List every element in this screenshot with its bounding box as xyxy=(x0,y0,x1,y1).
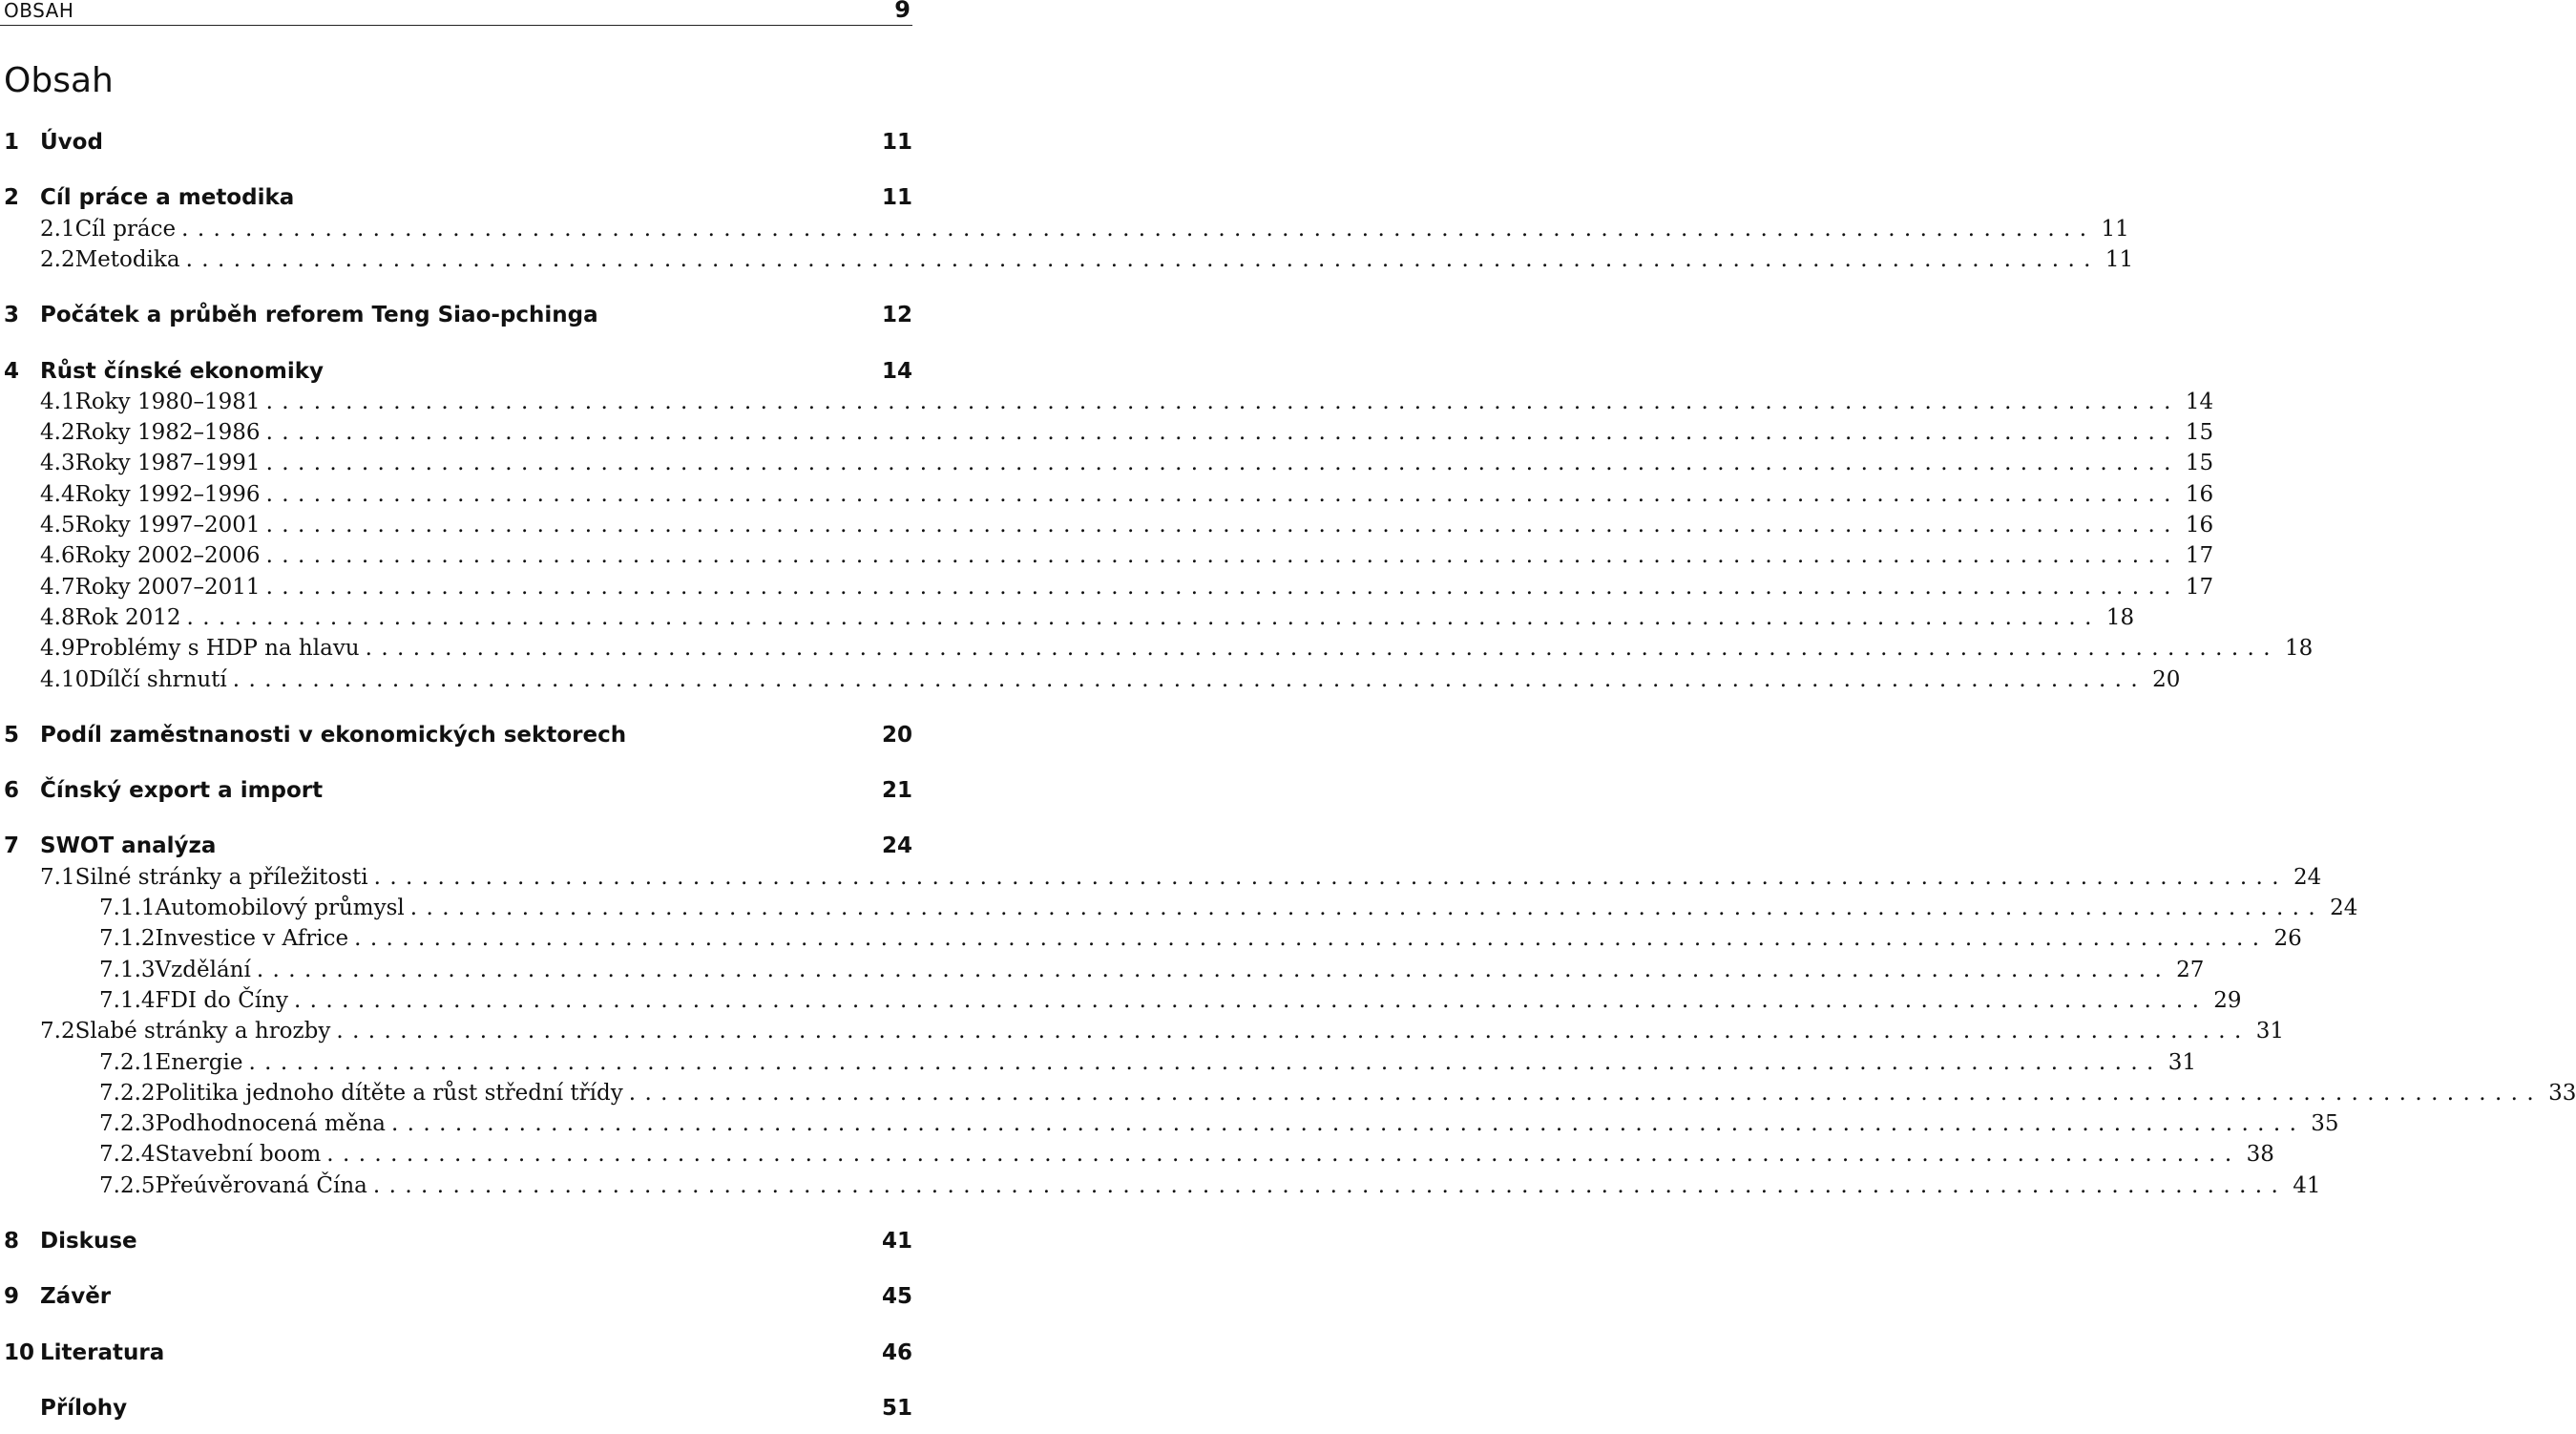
toc-entry-number: 4.2 xyxy=(40,420,75,446)
toc-entry-page: 31 xyxy=(2255,1019,2284,1044)
toc-dot-leader: ........................................................................................................................ xyxy=(354,926,2269,952)
toc-entry-number: 10 xyxy=(4,1339,35,1365)
toc-entry-label: Literatura xyxy=(40,1339,165,1365)
toc-entry-page: 35 xyxy=(2311,1111,2339,1137)
toc-entry-page: 24 xyxy=(2293,864,2322,890)
toc-entry-subsection[interactable] xyxy=(0,926,2302,955)
toc-entry-page: 11 xyxy=(881,130,912,155)
toc-entry-chapter[interactable] xyxy=(0,1284,912,1313)
toc-entry-label: Úvod xyxy=(40,130,103,155)
toc-entry-number: 1 xyxy=(4,130,20,155)
toc-entry-number: 7.2.2 xyxy=(99,1080,156,1106)
toc-entry-section[interactable] xyxy=(0,864,2322,894)
toc-dot-leader: ........................................................................................................................ xyxy=(248,1049,2163,1075)
toc-entry-section[interactable] xyxy=(0,574,2214,603)
toc-entry-label: Závěr xyxy=(40,1284,112,1310)
toc-title: Obsah xyxy=(4,61,114,100)
toc-entry-number: 2.2 xyxy=(40,246,75,272)
toc-dot-leader: ........................................................................................................................ xyxy=(326,1142,2241,1168)
toc-entry-label: Roky 1992–1996 xyxy=(74,481,261,507)
toc-entry-label: Podhodnocená měna xyxy=(155,1111,386,1137)
running-header xyxy=(0,0,912,26)
toc-entry-label: Cíl práce a metodika xyxy=(40,185,295,211)
toc-entry-chapter[interactable] xyxy=(0,723,912,751)
toc-entry-label: Diskuse xyxy=(40,1229,137,1254)
toc-entry-label: Silné stránky a příležitosti xyxy=(74,864,368,890)
toc-entry-page: 41 xyxy=(881,1229,912,1254)
toc-entry-page: 15 xyxy=(2185,420,2214,446)
toc-entry-chapter[interactable] xyxy=(0,1340,912,1369)
toc-entry-label: Vzdělání xyxy=(155,957,251,982)
toc-entry-label: Růst čínské ekonomiky xyxy=(40,358,325,384)
toc-entry-label: SWOT analýza xyxy=(40,833,217,859)
toc-entry-section[interactable] xyxy=(0,513,2214,541)
toc-entry-label: Roky 1997–2001 xyxy=(74,513,261,538)
toc-dot-leader: ........................................................................................................................ xyxy=(265,451,2180,476)
toc-entry-label: Cíl práce xyxy=(74,216,177,242)
toc-entry-chapter[interactable] xyxy=(0,130,912,158)
toc-entry-page: 24 xyxy=(881,833,912,859)
toc-dot-leader: ........................................................................................................................ xyxy=(186,604,2101,630)
toc-entry-section[interactable] xyxy=(0,451,2214,479)
toc-entry-label: Roky 1980–1981 xyxy=(74,389,261,414)
toc-entry-label: Roky 2007–2011 xyxy=(74,574,261,600)
toc-entry-subsection[interactable] xyxy=(0,957,2205,986)
toc-entry-label: Slabé stránky a hrozby xyxy=(74,1019,331,1044)
toc-entry-section[interactable] xyxy=(0,246,2134,276)
toc-entry-number: 2.1 xyxy=(40,216,75,242)
toc-dot-leader: ........................................................................................................................ xyxy=(265,420,2180,446)
toc-entry-subsection[interactable] xyxy=(0,896,2358,924)
toc-entry-number: 5 xyxy=(4,722,20,748)
toc-entry-label: Dílčí shrnutí xyxy=(89,666,227,692)
toc-entry-chapter[interactable] xyxy=(0,778,912,807)
toc-entry-label: Metodika xyxy=(74,246,180,272)
toc-entry-number: 4.9 xyxy=(40,636,75,662)
running-title: OBSAH xyxy=(4,0,74,22)
toc-entry-label: Automobilový průmysl xyxy=(155,896,405,920)
toc-entry-label: Přílohy xyxy=(40,1395,128,1421)
toc-entry-number: 7.2.1 xyxy=(99,1049,156,1075)
toc-dot-leader: ........................................................................................................................ xyxy=(390,1111,2306,1137)
toc-entry-page: 17 xyxy=(2185,543,2214,569)
toc-entry-page: 20 xyxy=(2152,666,2181,692)
toc-entry-page: 18 xyxy=(2105,604,2135,630)
toc-dot-leader: ........................................................................................................................ xyxy=(256,957,2171,982)
toc-entry-section[interactable] xyxy=(0,666,2181,696)
toc-entry-page: 16 xyxy=(2185,481,2214,507)
toc-entry-page: 14 xyxy=(2185,389,2214,414)
toc-entry-section[interactable] xyxy=(0,604,2135,634)
toc-entry-number: 4.3 xyxy=(40,451,75,476)
toc-entry-label: Roky 1982–1986 xyxy=(74,420,261,446)
toc-entry-page: 51 xyxy=(881,1395,912,1421)
toc-entry-number: 4.5 xyxy=(40,513,75,538)
toc-entry-label: Politika jednoho dítěte a růst střední třídy xyxy=(155,1080,623,1106)
toc-entry-number: 7.2 xyxy=(40,1019,75,1044)
toc-entry-label: Přeúvěrovaná Čína xyxy=(155,1172,367,1198)
toc-entry-label: Roky 1987–1991 xyxy=(74,451,261,476)
toc-dot-leader: ........................................................................................................................ xyxy=(181,216,2096,242)
toc-dot-leader: ........................................................................................................................ xyxy=(265,513,2180,538)
toc-entry-subsection[interactable] xyxy=(0,987,2242,1017)
toc-entry-label: Čínský export a import xyxy=(40,778,324,804)
toc-entry-label: Investice v Africe xyxy=(155,926,349,952)
toc-entry-number: 8 xyxy=(4,1229,20,1254)
toc-dot-leader: ........................................................................................................................ xyxy=(232,666,2147,692)
toc-entry-page: 11 xyxy=(2101,216,2129,242)
toc-entry-label: FDI do Číny xyxy=(155,987,288,1013)
toc-entry-subsection[interactable] xyxy=(0,1142,2274,1170)
toc-dot-leader: ........................................................................................................................ xyxy=(409,896,2325,920)
toc-entry-label: Rok 2012 xyxy=(74,604,181,630)
toc-entry-label: Stavební boom xyxy=(155,1142,322,1168)
toc-entry-number: 7.2.4 xyxy=(99,1142,156,1168)
toc-entry-number: 7.1 xyxy=(40,864,75,890)
toc-entry-number: 7.2.5 xyxy=(99,1172,156,1198)
toc-dot-leader: ........................................................................................................................ xyxy=(265,574,2180,600)
toc-entry-page: 24 xyxy=(2330,896,2358,920)
toc-entry-page: 46 xyxy=(881,1339,912,1365)
toc-entry-page: 18 xyxy=(2284,636,2314,662)
toc-entry-page: 12 xyxy=(881,303,912,328)
toc-entry-chapter[interactable] xyxy=(0,359,912,388)
toc-entry-number: 7.1.2 xyxy=(99,926,156,952)
toc-entry-number: 7.2.3 xyxy=(99,1111,156,1137)
toc-entry-chapter[interactable] xyxy=(0,1229,912,1257)
toc-entry-number: 7 xyxy=(4,833,20,859)
toc-entry-subsection[interactable] xyxy=(0,1111,2339,1140)
toc-entry-number: 4.6 xyxy=(40,543,75,569)
toc-entry-page: 17 xyxy=(2185,574,2214,600)
toc-entry-number: 4.7 xyxy=(40,574,75,600)
toc-entry-page: 11 xyxy=(881,185,912,211)
toc-entry-section[interactable] xyxy=(0,389,2214,418)
toc-entry-number: 4.4 xyxy=(40,481,75,507)
toc-entry-page: 31 xyxy=(2168,1049,2197,1075)
toc-entry-section[interactable] xyxy=(0,636,2314,664)
toc-dot-leader: ........................................................................................................................ xyxy=(336,1019,2251,1044)
toc-dot-leader: ........................................................................................................................ xyxy=(373,864,2288,890)
toc-entry-label: Podíl zaměstnanosti v ekonomických sektorech xyxy=(40,722,627,748)
toc-dot-leader: ........................................................................................................................ xyxy=(265,389,2180,414)
toc-entry-page: 16 xyxy=(2185,513,2214,538)
toc-entry-subsection[interactable] xyxy=(0,1049,2197,1079)
toc-entry-page: 33 xyxy=(2548,1080,2576,1106)
toc-entry-page: 21 xyxy=(881,778,912,804)
toc-dot-leader: ........................................................................................................................ xyxy=(372,1172,2288,1198)
toc-entry-label: Energie xyxy=(155,1049,243,1075)
toc-entry-page: 41 xyxy=(2293,1172,2321,1198)
toc-entry-page: 11 xyxy=(2105,246,2134,272)
toc-entry-number: 7.1.1 xyxy=(99,896,156,920)
toc-dot-leader: ........................................................................................................................ xyxy=(265,543,2180,569)
toc-entry-number: 6 xyxy=(4,778,20,804)
toc-entry-chapter[interactable] xyxy=(0,303,912,331)
toc-entry-page: 14 xyxy=(881,358,912,384)
toc-entry-label: Problémy s HDP na hlavu xyxy=(74,636,360,662)
toc-entry-page: 27 xyxy=(2176,957,2205,982)
toc-entry-chapter[interactable] xyxy=(0,185,912,214)
toc-entry-number: 4 xyxy=(4,358,20,384)
toc-entry-page: 15 xyxy=(2185,451,2214,476)
toc-dot-leader: ........................................................................................................................ xyxy=(293,987,2209,1013)
toc-entry-page: 38 xyxy=(2246,1142,2274,1168)
toc-entry-number: 9 xyxy=(4,1284,20,1310)
page-number: 9 xyxy=(894,0,911,23)
toc-entry-number: 4.1 xyxy=(40,389,75,414)
toc-entry-section[interactable] xyxy=(0,543,2214,572)
toc-dot-leader: ........................................................................................................................ xyxy=(365,636,2279,662)
toc-dot-leader: ........................................................................................................................ xyxy=(628,1080,2544,1106)
toc-entry-number: 4.8 xyxy=(40,604,75,630)
toc-entry-label: Roky 2002–2006 xyxy=(74,543,261,569)
toc-entry-label: Počátek a průběh reforem Teng Siao-pchinga xyxy=(40,303,598,328)
toc-entry-number: 2 xyxy=(4,185,20,211)
toc-entry-chapter[interactable] xyxy=(0,833,912,862)
toc-entry-section[interactable] xyxy=(0,481,2214,511)
toc-dot-leader: ........................................................................................................................ xyxy=(265,481,2180,507)
toc-entry-number: 7.1.3 xyxy=(99,957,156,982)
toc-entry-page: 26 xyxy=(2273,926,2302,952)
toc-entry-section[interactable] xyxy=(0,1019,2284,1047)
toc-entry-number: 4.10 xyxy=(40,666,90,692)
toc-entry-number: 3 xyxy=(4,303,20,328)
toc-entry-subsection[interactable] xyxy=(0,1172,2321,1202)
toc-entry-chapter[interactable] xyxy=(0,1396,912,1424)
toc-entry-number: 7.1.4 xyxy=(99,987,156,1013)
toc-entry-page: 20 xyxy=(881,722,912,748)
toc-entry-section[interactable] xyxy=(0,216,2129,245)
toc-entry-subsection[interactable] xyxy=(0,1080,2576,1109)
toc-entry-page: 45 xyxy=(881,1284,912,1310)
toc-entry-section[interactable] xyxy=(0,420,2214,449)
toc-entry-page: 29 xyxy=(2213,987,2242,1013)
toc-dot-leader: ........................................................................................................................ xyxy=(185,246,2100,272)
